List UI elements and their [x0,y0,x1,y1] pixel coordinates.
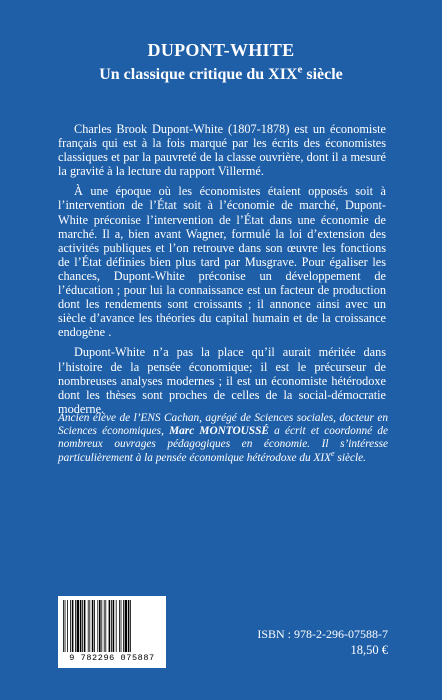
barcode-bar [67,600,68,652]
barcode-bar [111,600,112,652]
barcode-bar [104,600,105,652]
barcode-bar [94,600,95,652]
barcode-bar [130,600,131,652]
barcode-bar [99,600,101,652]
bio-part-1: Ancien élève de l’ENS Cachan, agrégé de Sciences sociales, docteur en Sciences économiques, [58,412,388,438]
barcode-bar [92,600,94,652]
bio-century-superscript: e [331,448,335,458]
barcode-bar [75,600,76,652]
blurb [58,122,386,422]
barcode-digits: 9 782296 075887 [69,653,155,663]
barcode-bar [113,600,115,652]
price: 18,50 € [350,643,388,657]
author-name: Marc MONTOUSSÉ [169,425,269,438]
book-subtitle [0,63,442,84]
barcode-bar [123,600,124,652]
subtitle-text: Un classique critique du XIX [99,66,298,83]
barcode-bar [105,600,106,652]
barcode-bar [63,600,64,652]
subtitle-end: siècle [302,66,343,83]
bio-part-2: a écrit et coordonné de nombreux ouvrages pédagogiques en économie. Il s’intéresse particulièrement à la pensée économique hétérodoxe du [58,425,389,464]
barcode-bar [109,600,111,652]
blurb-paragraph-2: À une époque où les économistes étaient opposés soit à l’intervention de l’État soit à l’économie de marché, Dupont-White préconise l’intervention de l’État dans une économie de marché. Il a, bien avant Wagner, formulé la loi d’extension des activités publiques et l’on retrouve dans son œuvre les fonctions de l’État définies bien plus tard par Musgrave. Pour égaliser les chances, Dupont-White préconise un développement de l’éducation ; pour lui la connaissance est un facteur de production dont les rendements sont croissants ; il annonce ainsi avec un siècle d’avance les théories du capital humain et de la croissance endogène . [58,184,386,340]
barcode-bar [116,600,117,652]
barcode-bar [77,600,79,652]
blurb-paragraph-1: Charles Brook Dupont-White (1807-1878) est un économiste français qui est à la fois marqué par les écrits des économistes classiques et par la pauvreté de la classe ouvrière, dont il a mesuré la gravité à la lecture du rapport Villermé. [58,122,386,179]
isbn: ISBN : 978-2-296-07588-7 [257,627,388,641]
barcode-bar [89,600,90,652]
barcode-bar [65,600,66,652]
barcode-bar [72,600,74,652]
author-bio [58,412,388,465]
barcode-bar [84,600,86,652]
subtitle-superscript: e [297,63,303,76]
barcode-bar [70,600,71,652]
barcode-bar [82,600,83,652]
barcode-bar [125,600,127,652]
barcode-bar [121,600,122,652]
book-title: DUPONT-WHITE [147,40,295,60]
bio-part-3: siècle. [334,451,366,464]
barcode-bar [97,600,98,652]
barcode [58,596,166,668]
barcode-bars [63,600,161,652]
barcode-bar [80,600,82,652]
bio-century: XIX [313,451,332,464]
barcode-bar [128,600,130,652]
barcode-bar [101,600,102,652]
blurb-paragraph-3: Dupont-White n’a pas la place qu’il aurait méritée dans l’histoire de la pensée économique; il est le précurseur de nombreuses analyses modernes ; il est un économiste hétérodoxe dont les thèses sont proches de celles de la social-démocratie moderne. [58,345,386,416]
barcode-bar [119,600,120,652]
barcode-bar [88,600,89,652]
